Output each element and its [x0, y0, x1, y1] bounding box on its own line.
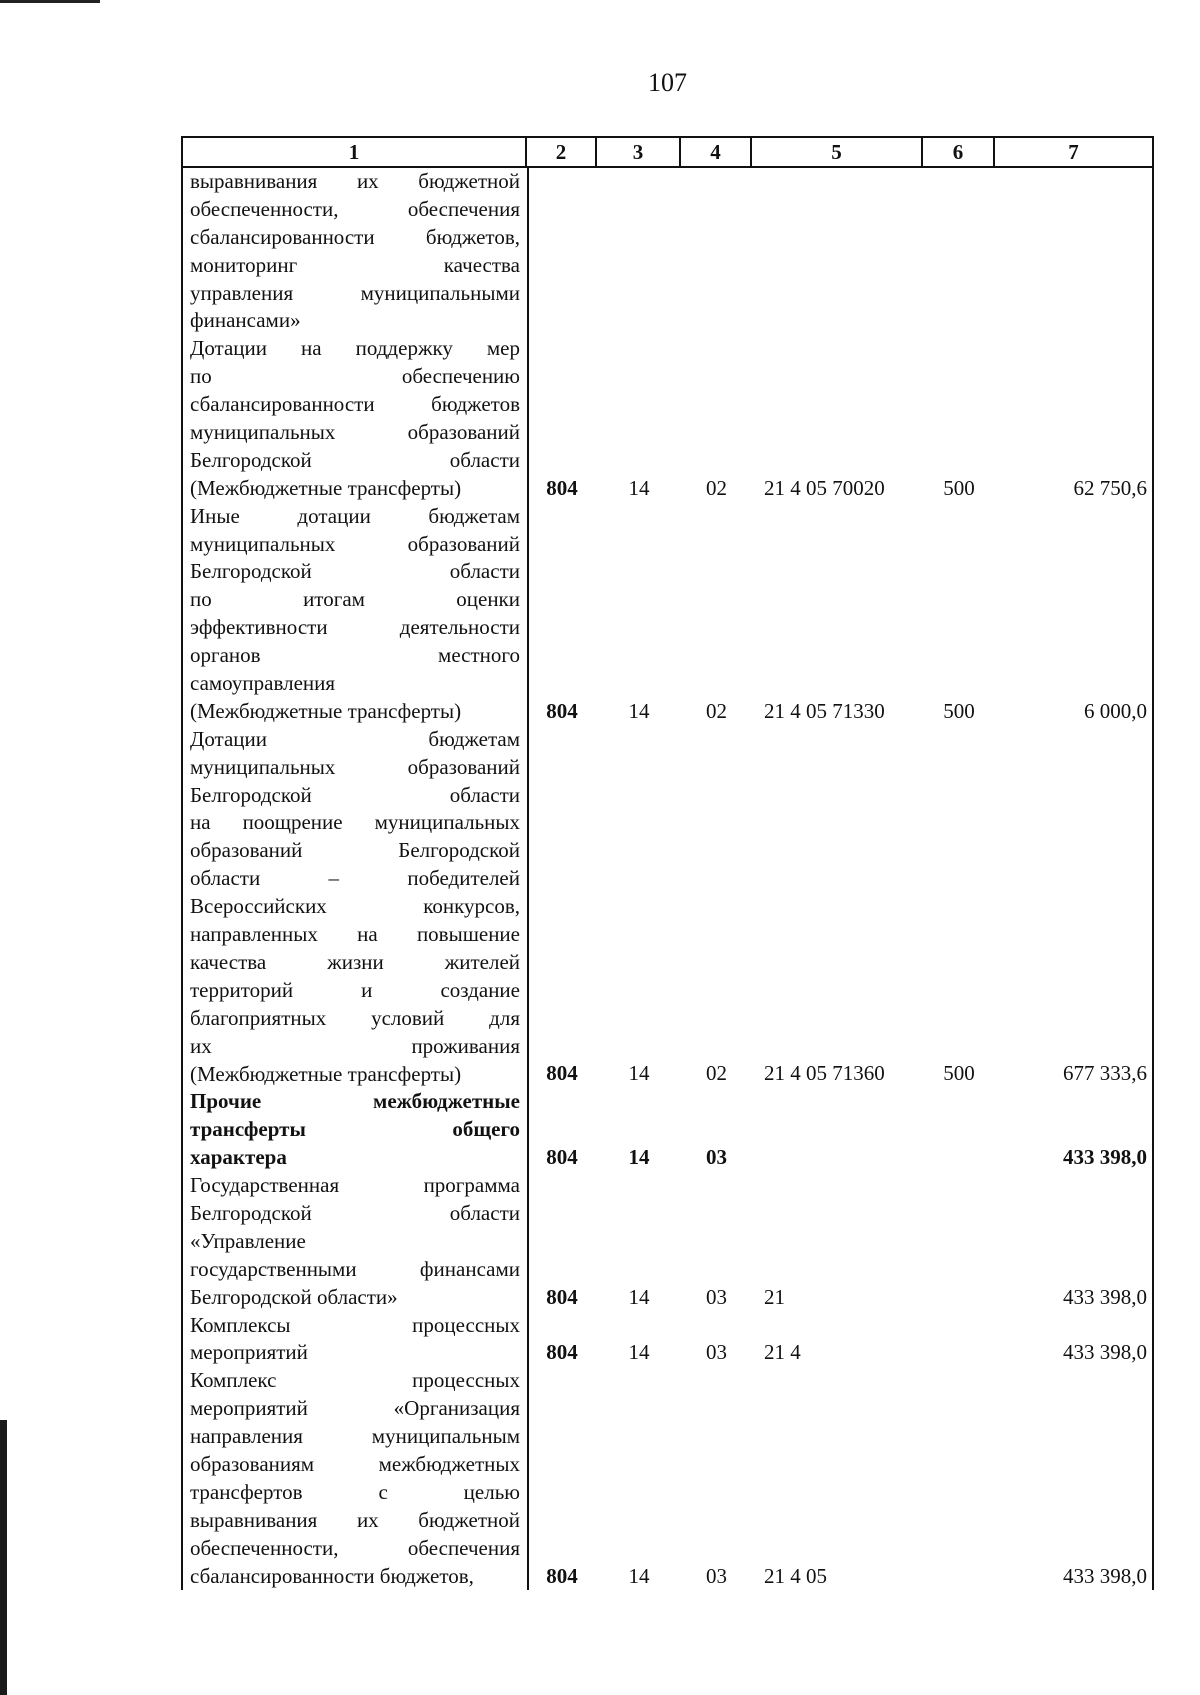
cell-value: 804 — [546, 1340, 578, 1365]
description-line: трансферты общего — [190, 1117, 520, 1142]
page-number: 107 — [648, 68, 687, 97]
table-row — [183, 335, 1152, 502]
cell-value: 500 — [943, 475, 975, 500]
description-line: государственными финансами — [190, 1256, 520, 1281]
budget-table — [181, 136, 1154, 1590]
cell-value: 21 4 05 70020 — [764, 475, 885, 500]
description-line: мониторинг качества — [190, 252, 520, 277]
description-line: области – победителей — [190, 866, 520, 891]
description-line: органов местного — [190, 643, 520, 668]
cell-col-4 — [681, 335, 752, 502]
cell-col-5 — [752, 335, 923, 502]
description-line: обеспеченности, обеспечения — [190, 196, 520, 221]
cell-col-6 — [923, 1312, 995, 1368]
cell-col-6 — [923, 503, 995, 726]
cell-col-5 — [752, 1367, 923, 1590]
cell-value: 804 — [546, 1563, 578, 1588]
cell-col-6 — [923, 168, 995, 335]
cell-value: 804 — [546, 1061, 578, 1086]
row-description — [183, 1088, 527, 1172]
description-line: Дотации на поддержку мер — [190, 336, 520, 361]
cell-col-2 — [527, 1088, 597, 1172]
cell-value: 21 4 — [764, 1340, 801, 1365]
cell-col-6 — [923, 335, 995, 502]
table-row — [183, 1367, 1152, 1590]
description-line: выравнивания их бюджетной — [190, 169, 520, 193]
table-header-row — [183, 136, 1152, 168]
description-line: по итогам оценки — [190, 587, 520, 612]
cell-value: 500 — [943, 698, 975, 723]
cell-value: 03 — [706, 1284, 727, 1309]
description-line: Белгородской области — [190, 447, 520, 472]
description-line: сбалансированности бюджетов, — [190, 224, 520, 249]
cell-col-7 — [995, 503, 1152, 726]
cell-value: 21 4 05 — [764, 1563, 827, 1588]
description-line: образованиям межбюджетных — [190, 1451, 520, 1476]
table-body — [183, 168, 1152, 1590]
description-line: характера — [190, 1145, 287, 1170]
cell-col-6 — [923, 1367, 995, 1590]
cell-value: 433 398,0 — [1063, 1284, 1147, 1309]
row-description — [183, 1172, 527, 1311]
description-line: мероприятий «Организация — [190, 1396, 520, 1421]
description-line: «Управление — [190, 1228, 306, 1253]
header-col-6: 6 — [923, 138, 995, 166]
cell-value: 62 750,6 — [1073, 475, 1147, 500]
table-row — [183, 1172, 1152, 1311]
cell-col-3 — [597, 1088, 681, 1172]
description-line: сбалансированности бюджетов — [190, 392, 520, 417]
cell-col-5 — [752, 726, 923, 1089]
table-row — [183, 168, 1152, 335]
cell-col-5 — [752, 1088, 923, 1172]
cell-col-3 — [597, 335, 681, 502]
cell-col-3 — [597, 1367, 681, 1590]
cell-col-2 — [527, 168, 597, 335]
description-line: качества жизни жителей — [190, 949, 520, 974]
description-line: (Межбюджетные трансферты) — [190, 698, 462, 723]
cell-col-3 — [597, 726, 681, 1089]
description-line: Белгородской области — [190, 559, 520, 584]
cell-col-7 — [995, 726, 1152, 1089]
cell-value: 21 — [764, 1284, 785, 1309]
cell-value: 02 — [706, 1061, 727, 1086]
cell-value: 02 — [706, 475, 727, 500]
description-line: муниципальных образований — [190, 531, 520, 556]
cell-value: 804 — [546, 1284, 578, 1309]
description-line: эффективности деятельности — [190, 615, 520, 640]
cell-col-7 — [995, 168, 1152, 335]
description-line: Белгородской области — [190, 1200, 520, 1225]
description-line: по обеспечению — [190, 364, 520, 389]
description-line: муниципальных образований — [190, 420, 520, 445]
table-row — [183, 726, 1152, 1089]
header-col-7: 7 — [1068, 139, 1079, 164]
description-line: (Межбюджетные трансферты) — [190, 1061, 462, 1086]
cell-col-4 — [681, 168, 752, 335]
cell-col-3 — [597, 1172, 681, 1311]
cell-value: 14 — [628, 1340, 650, 1365]
column-divider — [527, 168, 529, 1590]
cell-value: 804 — [546, 475, 578, 500]
cell-col-2 — [527, 335, 597, 502]
table-row — [183, 1088, 1152, 1172]
description-line: благоприятных условий для — [190, 1005, 520, 1030]
row-description — [183, 1367, 527, 1590]
description-line: направления муниципальным — [190, 1424, 520, 1449]
cell-col-5 — [752, 168, 923, 335]
cell-col-3 — [597, 168, 681, 335]
description-line: сбалансированности бюджетов, — [190, 1563, 474, 1588]
row-description — [183, 726, 527, 1089]
description-line: Всероссийских конкурсов, — [190, 894, 520, 919]
cell-col-7 — [995, 1367, 1152, 1590]
row-description — [183, 1312, 527, 1368]
cell-value: 433 398,0 — [1063, 1563, 1147, 1588]
cell-value: 433 398,0 — [1063, 1145, 1147, 1170]
cell-value: 804 — [546, 1145, 578, 1170]
cell-col-4 — [681, 1312, 752, 1368]
cell-col-4 — [681, 1367, 752, 1590]
cell-value: 14 — [628, 1284, 650, 1309]
cell-value: 03 — [706, 1563, 727, 1588]
row-description — [183, 335, 527, 502]
row-description — [183, 503, 527, 726]
row-description — [183, 168, 527, 335]
description-line: Дотации бюджетам — [190, 726, 520, 751]
description-line: направленных на повышение — [190, 922, 520, 947]
cell-col-6 — [923, 1172, 995, 1311]
cell-col-7 — [995, 1088, 1152, 1172]
cell-col-7 — [995, 335, 1152, 502]
cell-value: 21 4 05 71330 — [764, 698, 885, 723]
cell-col-5 — [752, 1172, 923, 1311]
cell-value: 6 000,0 — [1084, 698, 1147, 723]
cell-col-7 — [995, 1312, 1152, 1368]
description-line: территорий и создание — [190, 977, 520, 1002]
scan-edge-left — [0, 1420, 7, 1695]
cell-col-2 — [527, 1172, 597, 1311]
description-line: Государственная программа — [190, 1173, 520, 1198]
cell-value: 14 — [628, 475, 650, 500]
cell-col-4 — [681, 1172, 752, 1311]
header-col-2: 2 — [527, 138, 597, 166]
cell-col-4 — [681, 503, 752, 726]
description-line: выравнивания их бюджетной — [190, 1507, 520, 1532]
cell-col-2 — [527, 726, 597, 1089]
cell-col-4 — [681, 1088, 752, 1172]
cell-col-2 — [527, 1312, 597, 1368]
cell-value: 02 — [706, 698, 727, 723]
cell-col-3 — [597, 503, 681, 726]
cell-col-2 — [527, 1367, 597, 1590]
header-col-3: 3 — [597, 138, 681, 166]
description-line: Белгородской области — [190, 782, 520, 807]
description-line: образований Белгородской — [190, 838, 520, 863]
header-col-1: 1 — [183, 138, 527, 166]
cell-col-2 — [527, 503, 597, 726]
cell-col-6 — [923, 726, 995, 1089]
description-line: управления муниципальными — [190, 280, 520, 305]
cell-col-5 — [752, 503, 923, 726]
cell-col-3 — [597, 1312, 681, 1368]
cell-value: 433 398,0 — [1063, 1340, 1147, 1365]
cell-value: 14 — [628, 1145, 650, 1170]
description-line: обеспеченности, обеспечения — [190, 1535, 520, 1560]
cell-value: 677 333,6 — [1063, 1061, 1147, 1086]
cell-value: 14 — [628, 1563, 650, 1588]
cell-value: 03 — [706, 1340, 727, 1365]
cell-col-4 — [681, 726, 752, 1089]
table-row — [183, 503, 1152, 726]
table-row — [183, 1312, 1152, 1368]
cell-col-6 — [923, 1088, 995, 1172]
description-line: мероприятий — [190, 1340, 308, 1365]
description-line: Комплексы процессных — [190, 1312, 520, 1337]
description-line: финансами» — [190, 308, 301, 333]
header-col-5: 5 — [752, 138, 923, 166]
cell-value: 14 — [628, 698, 650, 723]
description-line: Белгородской области» — [190, 1284, 398, 1309]
description-line: (Межбюджетные трансферты) — [190, 475, 462, 500]
description-line: их проживания — [190, 1033, 520, 1058]
cell-col-7 — [995, 1172, 1152, 1311]
cell-value: 804 — [546, 698, 578, 723]
cell-value: 14 — [628, 1061, 650, 1086]
description-line: муниципальных образований — [190, 754, 520, 779]
cell-value: 03 — [706, 1145, 727, 1170]
description-line: самоуправления — [190, 671, 336, 696]
cell-col-5 — [752, 1312, 923, 1368]
description-line: трансфертов с целью — [190, 1479, 520, 1504]
description-line: Прочие межбюджетные — [190, 1089, 520, 1114]
description-line: на поощрение муниципальных — [190, 810, 520, 835]
header-col-4: 4 — [681, 138, 752, 166]
cell-value: 500 — [943, 1061, 975, 1086]
scan-edge-top — [0, 0, 100, 3]
description-line: Иные дотации бюджетам — [190, 503, 520, 528]
cell-value: 21 4 05 71360 — [764, 1061, 885, 1086]
description-line: Комплекс процессных — [190, 1368, 520, 1393]
